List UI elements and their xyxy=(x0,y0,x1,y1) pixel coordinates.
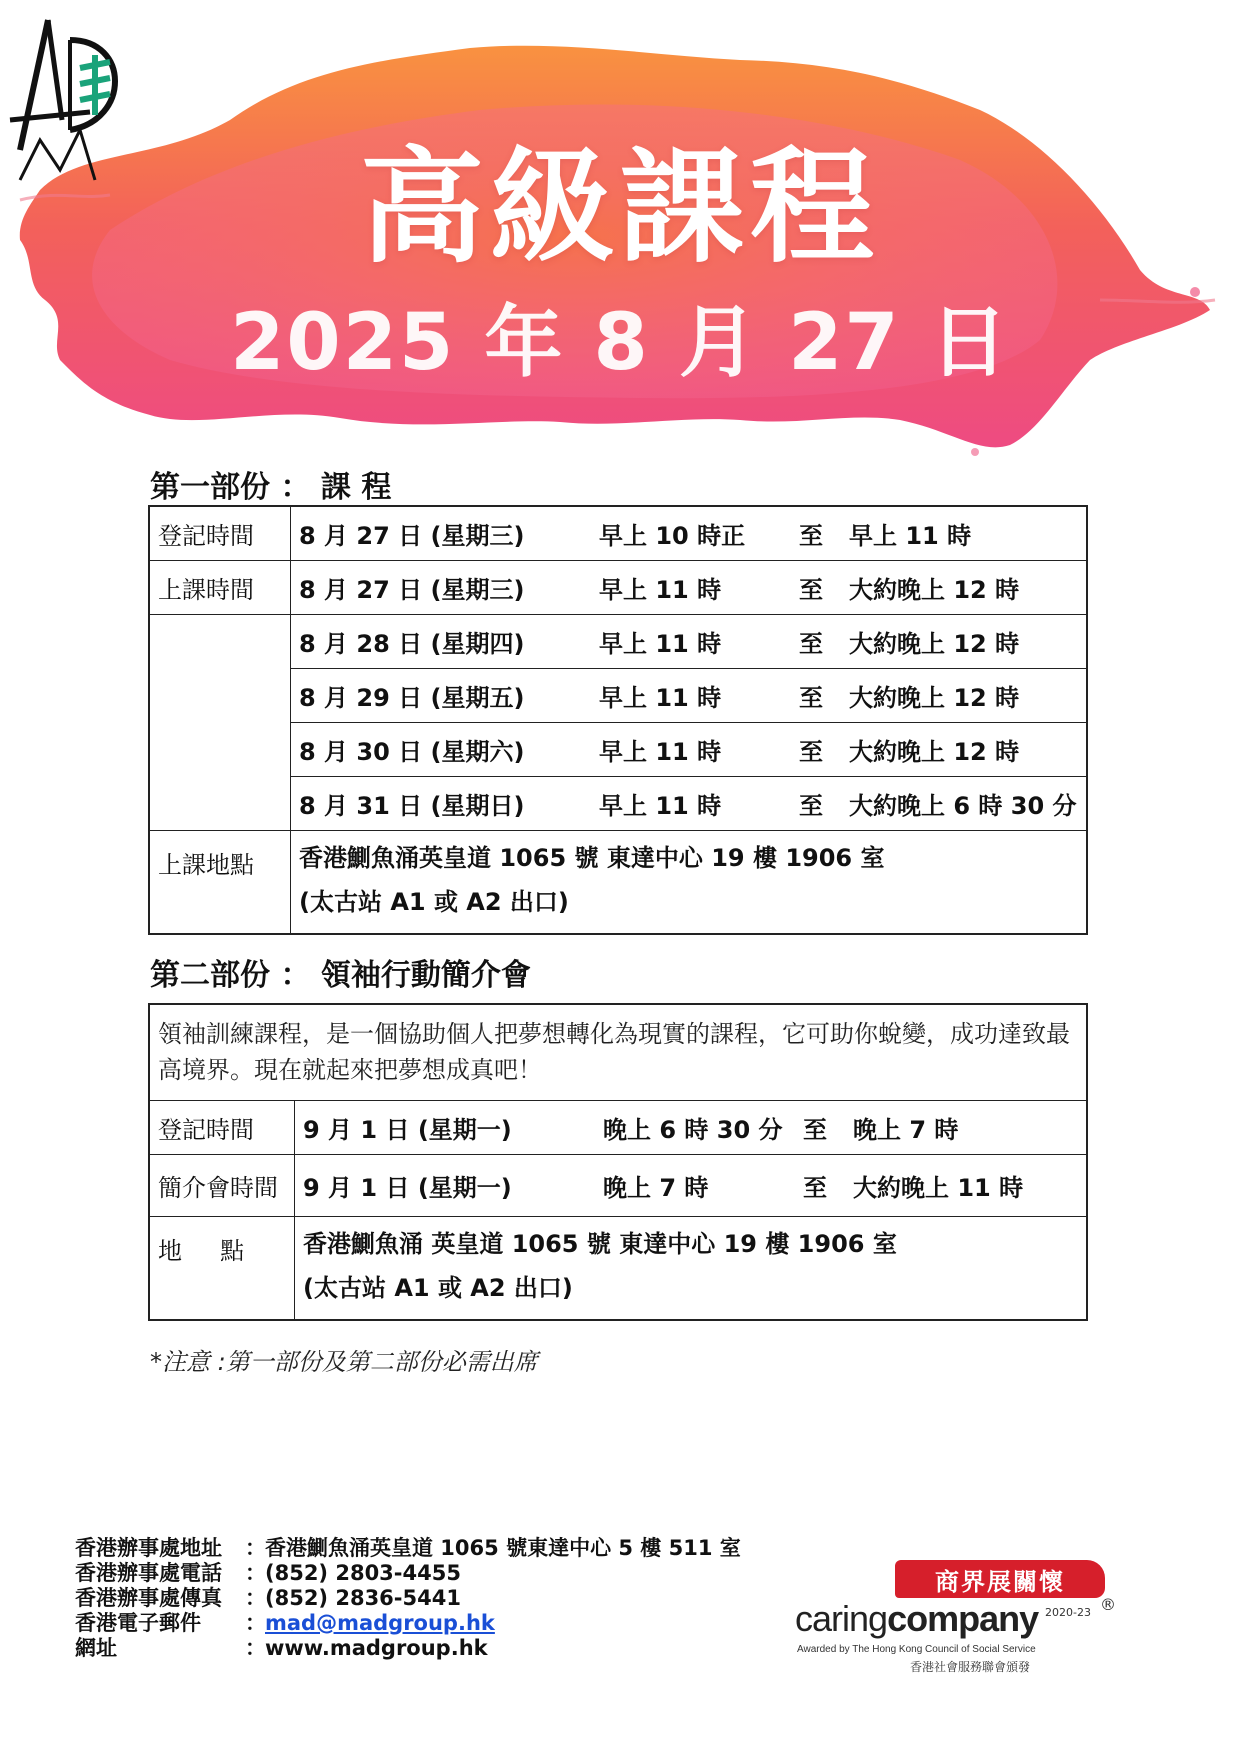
venue-address: 香港鰂魚涌 英皇道 1065 號 東達中心 19 樓 1906 室 xyxy=(303,1229,897,1258)
table-row xyxy=(149,614,1087,668)
to-time: 大約晚上 6 時 30 分 xyxy=(849,791,1077,820)
from-time: 早上 10 時正 xyxy=(599,521,746,550)
contact-sep: ： xyxy=(245,1636,266,1660)
table-row xyxy=(149,1100,1087,1154)
to-word: 至 xyxy=(799,629,823,658)
empty-label-cell xyxy=(149,614,291,668)
caring-awarded-zh: 香港社會服務聯會頒發 xyxy=(910,1660,1031,1674)
to-time: 大約晚上 12 時 xyxy=(849,629,1020,658)
to-word: 至 xyxy=(799,575,823,604)
caring-wordmark xyxy=(795,1598,1038,1640)
to-word: 至 xyxy=(803,1173,827,1202)
venue-exit: (太古站 A1 或 A2 出口) xyxy=(303,1273,573,1302)
to-time: 晚上 7 時 xyxy=(853,1115,959,1144)
to-word: 至 xyxy=(799,683,823,712)
date-cell: 8 月 29 日 (星期五) xyxy=(299,683,525,712)
contact-key: 香港辦事處傳真 xyxy=(75,1586,222,1610)
date-cell: 9 月 1 日 (星期一) xyxy=(303,1173,512,1202)
empty-label-cell xyxy=(149,776,291,830)
page-title: 高級課程 xyxy=(359,136,880,280)
venue-label: 上課地點 xyxy=(149,830,291,934)
event-date: 2025 年 8 月 27 日 xyxy=(230,298,1010,388)
table-row xyxy=(149,560,1087,614)
contact-sep: ： xyxy=(245,1611,266,1635)
office-fax: (852) 2836-5441 xyxy=(265,1586,461,1610)
to-word: 至 xyxy=(799,791,823,820)
caring-company-logo xyxy=(795,1560,1125,1674)
venue-exit: (太古站 A1 或 A2 出口) xyxy=(299,887,569,916)
to-time: 大約晚上 12 時 xyxy=(849,683,1020,712)
contact-key: 網址 xyxy=(75,1636,117,1660)
from-time: 早上 11 時 xyxy=(599,575,722,604)
contact-row xyxy=(75,1561,741,1586)
part1-schedule-table xyxy=(148,505,1088,935)
contact-row xyxy=(75,1636,741,1661)
venue-address: 香港鰂魚涌英皇道 1065 號 東達中心 19 樓 1906 室 xyxy=(299,843,885,872)
table-row xyxy=(149,1004,1087,1100)
table-row xyxy=(149,776,1087,830)
date-cell: 8 月 28 日 (星期四) xyxy=(299,629,525,658)
date-cell: 8 月 27 日 (星期三) xyxy=(299,521,525,550)
mad-logo xyxy=(0,0,140,190)
table-row xyxy=(149,830,1087,934)
table-row xyxy=(149,1154,1087,1216)
to-time: 大約晚上 12 時 xyxy=(849,737,1020,766)
contact-footer xyxy=(75,1536,741,1661)
contact-key: 香港辦事處地址 xyxy=(75,1536,222,1560)
email-link[interactable]: mad@madgroup.hk xyxy=(265,1611,495,1635)
to-time: 大約晚上 12 時 xyxy=(849,575,1020,604)
to-word: 至 xyxy=(799,737,823,766)
attendance-note: *注意 :第一部份及第二部份必需出席 xyxy=(150,1348,538,1376)
to-time: 早上 11 時 xyxy=(849,521,972,550)
contact-key: 香港辦事處電話 xyxy=(75,1561,222,1585)
contact-row xyxy=(75,1586,741,1611)
registration-label: 登記時間 xyxy=(149,506,291,560)
contact-key: 香港電子郵件 xyxy=(75,1611,201,1635)
briefing-label: 簡介會時間 xyxy=(149,1154,295,1216)
from-time: 晚上 7 時 xyxy=(603,1173,709,1202)
to-time: 大約晚上 11 時 xyxy=(853,1173,1024,1202)
office-phone: (852) 2803-4455 xyxy=(265,1561,461,1585)
caring-word-bold: company xyxy=(887,1598,1039,1639)
from-time: 晚上 6 時 30 分 xyxy=(603,1115,783,1144)
contact-row xyxy=(75,1536,741,1561)
part2-title: 第二部份 ： 領袖行動簡介會 xyxy=(150,958,531,993)
contact-sep: ： xyxy=(245,1586,266,1610)
date-cell: 8 月 30 日 (星期六) xyxy=(299,737,525,766)
office-address: 香港鰂魚涌英皇道 1065 號東達中心 5 樓 511 室 xyxy=(265,1536,741,1560)
empty-label-cell xyxy=(149,722,291,776)
contact-sep: ： xyxy=(245,1536,266,1560)
to-word: 至 xyxy=(803,1115,827,1144)
date-cell: 8 月 31 日 (星期日) xyxy=(299,791,525,820)
table-row xyxy=(149,668,1087,722)
contact-sep: ： xyxy=(245,1561,266,1585)
class-time-label: 上課時間 xyxy=(149,560,291,614)
part2-schedule-table xyxy=(148,1003,1088,1321)
caring-awarded-by: Awarded by The Hong Kong Council of Social Service xyxy=(797,1644,1036,1655)
part1-title: 第一部份 ： 課 程 xyxy=(150,470,392,505)
date-cell: 8 月 27 日 (星期三) xyxy=(299,575,525,604)
from-time: 早上 11 時 xyxy=(599,791,722,820)
table-row xyxy=(149,1216,1087,1320)
table-row xyxy=(149,506,1087,560)
intro-paragraph: 領袖訓練課程，是一個協助個人把夢想轉化為現實的課程，它可助你蛻變，成功達致最高境界。現在就起來把夢想成真吧！ xyxy=(149,1004,1087,1100)
from-time: 早上 11 時 xyxy=(599,737,722,766)
to-word: 至 xyxy=(799,521,823,550)
caring-word-light: caring xyxy=(795,1598,888,1639)
website-url: www.madgroup.hk xyxy=(265,1636,488,1660)
registered-mark: ® xyxy=(1100,1595,1116,1614)
hero-banner xyxy=(0,0,1240,470)
empty-label-cell xyxy=(149,668,291,722)
from-time: 早上 11 時 xyxy=(599,629,722,658)
caring-years: 2020-23 xyxy=(1045,1606,1091,1619)
registration-label: 登記時間 xyxy=(149,1100,295,1154)
caring-banner: 商界展關懷 xyxy=(895,1560,1105,1598)
from-time: 早上 11 時 xyxy=(599,683,722,712)
table-row xyxy=(149,722,1087,776)
date-cell: 9 月 1 日 (星期一) xyxy=(303,1115,512,1144)
venue-label: 地 點 xyxy=(149,1216,295,1320)
contact-row xyxy=(75,1611,741,1636)
